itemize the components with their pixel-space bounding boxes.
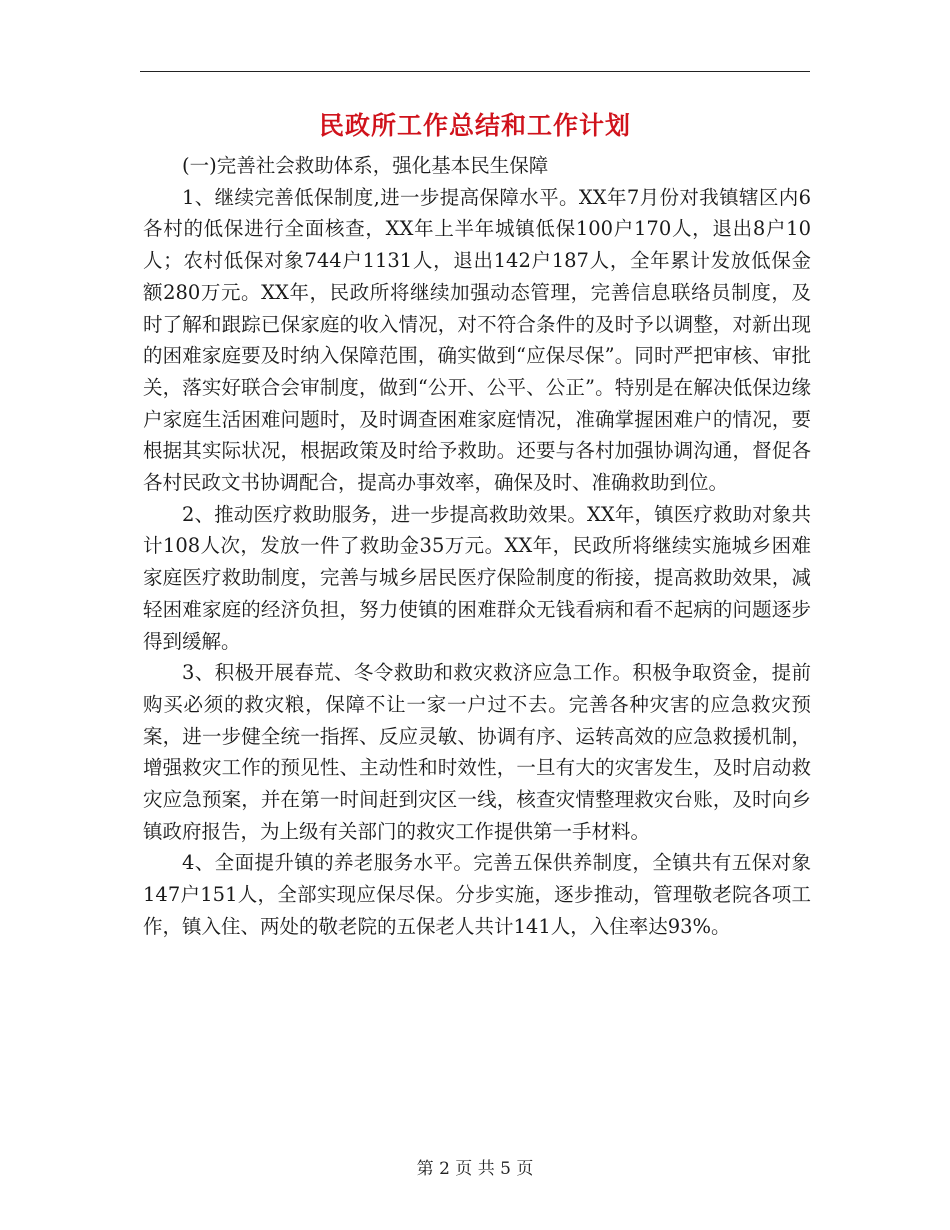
section-heading: (一)完善社会救助体系，强化基本民生保障 bbox=[182, 154, 549, 177]
paragraph-1: 1、继续完善低保制度,进一步提高保障水平。XX年7月份对我镇辖区内6各村的低保进行全面核查，XX年上半年城镇低保100户170人，退出8户10人；农村低保对象744户1131人，退出142户187人，全年累计发放低保金额280万元。XX年，民政所将继续加强动态管理，完善信息联络员制度，及时了解和跟踪已保家庭的收入情况，对不符合条件的及时予以调整，对新出现的困难家庭要及时纳入保障范围，确实做到“应保尽保”。同时严把审核、审批关，落实好联合会审制度，做到“公开、公平、公正”。特别是在解决低保边缘户家庭生活困难问题时，及时调查困难家庭情况，准确掌握困难户的情况，要根据其实际状况，根据政策及时给予救助。还要与各村加强协调沟通，督促各各村民政文书协调配合，提高办事效率，确保及时、准确救助到位。 bbox=[143, 185, 811, 495]
paragraph-2: 2、推动医疗救助服务，进一步提高救助效果。XX年，镇医疗救助对象共计108人次，发放一件了救助金35万元。XX年，民政所将继续实施城乡困难家庭医疗救助制度，完善与城乡居民医疗保险制度的衔接，提高救助效果，减轻困难家庭的经济负担，努力使镇的困难群众无钱看病和看不起病的问题逐步得到缓解。 bbox=[143, 502, 811, 653]
page-footer bbox=[0, 1154, 950, 1179]
document-title: 民政所工作总结和工作计划 bbox=[318, 111, 631, 140]
page-number: 第 2 页 共 5 页 bbox=[416, 1159, 534, 1179]
header-rule bbox=[140, 71, 810, 72]
paragraph-4: 4、全面提升镇的养老服务水平。完善五保供养制度，全镇共有五保对象147户151人，全部实现应保尽保。分步实施，逐步推动，管理敬老院各项工作，镇入住、两处的敬老院的五保老人共计141人，入住率达93%。 bbox=[143, 851, 811, 938]
paragraph-3: 3、积极开展春荒、冬令救助和救灾救济应急工作。积极争取资金，提前购买必须的救灾粮，保障不让一家一户过不去。完善各种灾害的应急救灾预案，进一步健全统一指挥、反应灵敏、协调有序、运转高效的应急救援机制，增强救灾工作的预见性、主动性和时效性，一旦有大的灾害发生，及时启动救灾应急预案，并在第一时间赶到灾区一线，核查灾情整理救灾台账，及时向乡镇政府报告，为上级有关部门的救灾工作提供第一手材料。 bbox=[143, 661, 811, 843]
document-body bbox=[143, 150, 811, 943]
